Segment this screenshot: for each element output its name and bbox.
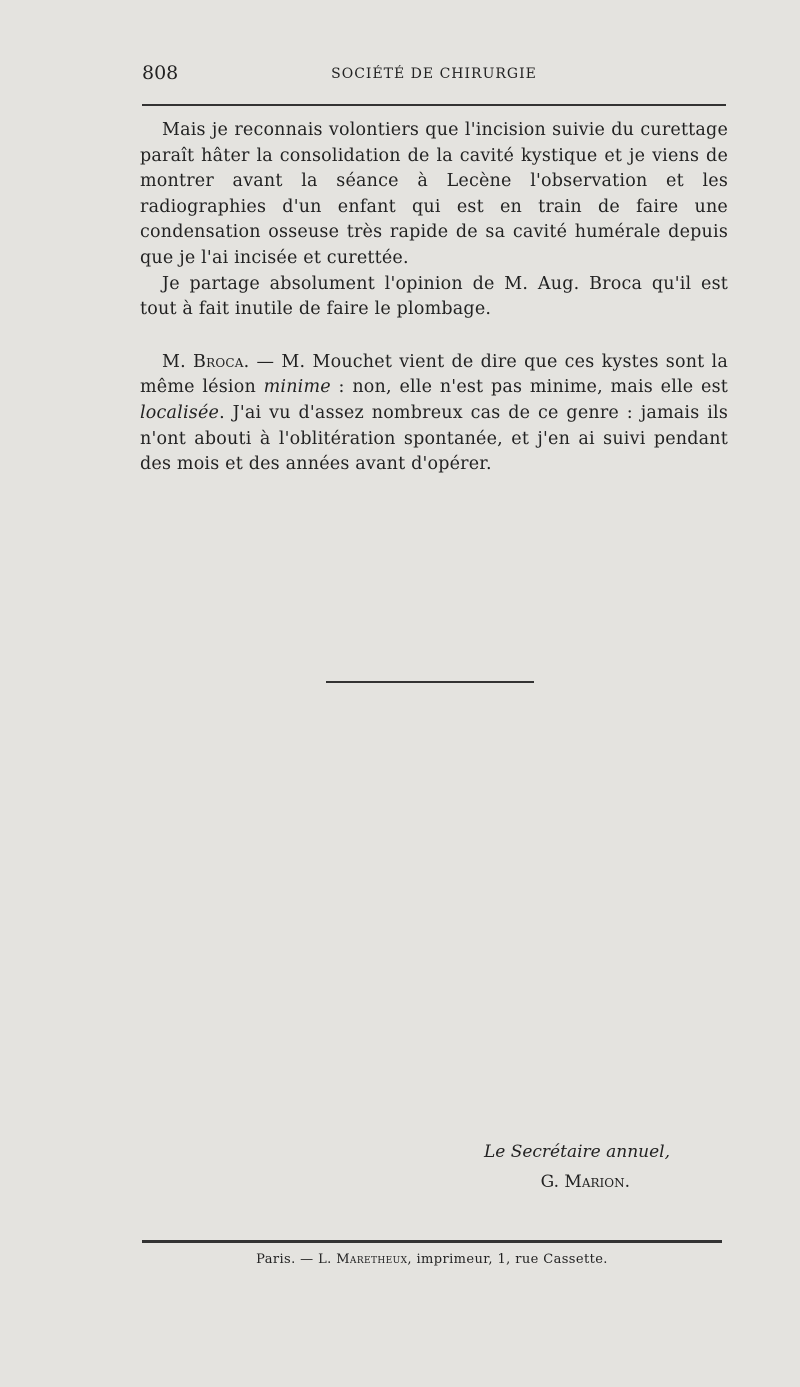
speaker-prefix: M. — [162, 351, 194, 372]
paragraph-3 — [140, 350, 728, 478]
signature-surname: Marion — [564, 1172, 625, 1192]
imprint-pre: Paris. — L. — [256, 1252, 337, 1267]
signature-name — [470, 1167, 670, 1197]
page-header — [142, 60, 726, 92]
paragraph-2: Je partage absolument l'opinion de M. Aug. Broca qu'il est tout à fait inutile de faire le plombage. — [140, 273, 728, 320]
imprint-printer: Maretheux — [336, 1252, 408, 1267]
section-end-rule — [326, 681, 534, 683]
signature-title: Le Secrétaire annuel, — [483, 1142, 670, 1162]
speaker-separator: . — — [243, 351, 282, 372]
signature-end: . — [624, 1172, 630, 1192]
body-text — [140, 118, 728, 478]
imprint-post: , imprimeur, 1, rue Cassette. — [407, 1252, 608, 1267]
speaker-name: Broca — [193, 351, 244, 372]
signature-block — [470, 1137, 670, 1197]
page-number: 808 — [142, 62, 179, 84]
header-rule — [142, 104, 726, 106]
printer-imprint — [142, 1252, 722, 1267]
paragraph-3-text-3: . J'ai vu d'assez nombreux cas de ce genre : jamais ils n'ont abouti à l'oblitération spontanée, et j'en ai suivi pendant des mois et des années avant d'opérer. — [140, 402, 728, 475]
paragraph-3-text-1: M. Mouchet vient de dire que ces kystes sont la même lésion — [140, 351, 728, 398]
paragraph-1: Mais je reconnais volontiers que l'incision suivie du curettage paraît hâter la consolidation de la cavité kystique et je viens de montrer avant la séance à Lecène l'observation et les radiographies d'un enfant qui est en train de faire une condensation osseuse très rapide de sa cavité humérale depuis que je l'ai incisée et curettée. — [140, 120, 728, 268]
running-title: SOCIÉTÉ DE CHIRURGIE — [331, 66, 537, 82]
emphasis-localisee: localisée — [140, 402, 220, 423]
signature-initial: G. — [540, 1172, 565, 1192]
paragraph-3-text-2: : non, elle n'est pas minime, mais elle est — [330, 377, 728, 398]
emphasis-minime: minime — [263, 377, 331, 398]
footer-rule — [142, 1240, 722, 1243]
